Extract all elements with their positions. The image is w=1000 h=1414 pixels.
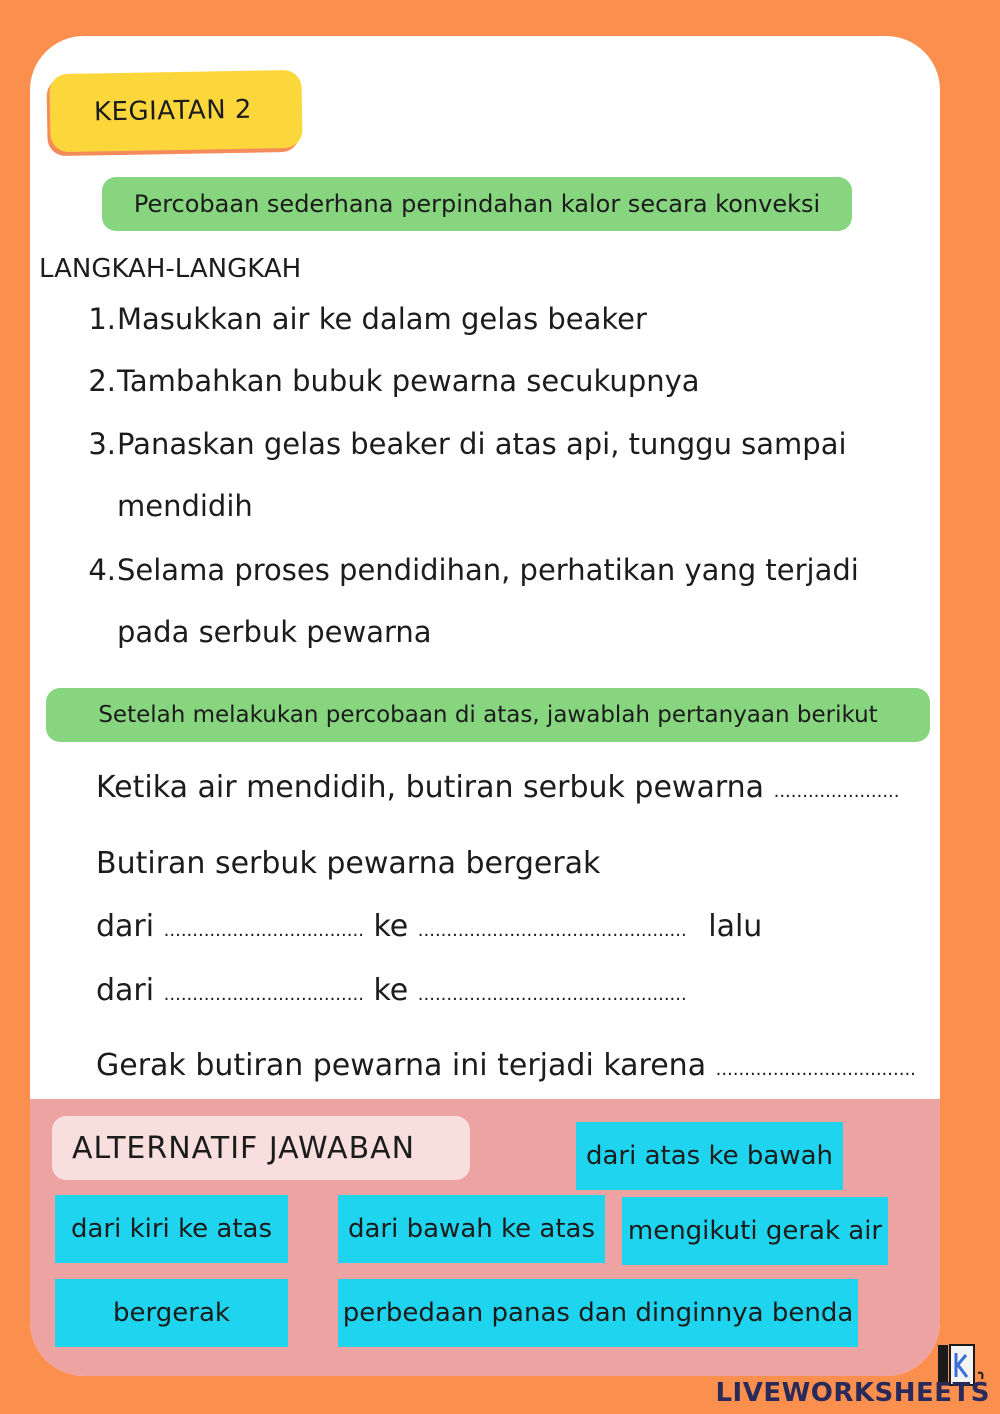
question-3 xyxy=(96,1048,916,1083)
answer-blank[interactable]: ................................... xyxy=(715,1059,916,1080)
answer-options-area xyxy=(30,1099,940,1376)
step-text-continued: pada serbuk pewarna xyxy=(117,615,432,649)
step-text: Masukkan air ke dalam gelas beaker xyxy=(117,302,647,336)
experiment-banner-text: Percobaan sederhana perpindahan kalor secara konveksi xyxy=(133,190,821,218)
ke-label: ke xyxy=(373,973,409,1008)
step-number: 1. xyxy=(88,302,116,336)
answer-chip[interactable]: bergerak xyxy=(55,1279,288,1347)
questions-banner xyxy=(46,688,930,742)
answer-blank[interactable]: ...................... xyxy=(773,781,900,802)
dari-label: dari xyxy=(96,973,155,1008)
question-1-text: Ketika air mendidih, butiran serbuk pewarna xyxy=(96,770,765,805)
answer-options-title-text: ALTERNATIF JAWABAN xyxy=(72,1130,416,1166)
answer-chip[interactable]: dari kiri ke atas xyxy=(55,1195,288,1263)
answer-blank[interactable]: ................................... xyxy=(163,984,364,1005)
activity-title-tag xyxy=(49,70,302,152)
questions-banner-text: Setelah melakukan percobaan di atas, jawablah pertanyaan berikut xyxy=(98,702,878,728)
answer-blank[interactable]: ............................................... xyxy=(417,984,687,1005)
activity-title: KEGIATAN 2 xyxy=(93,94,253,128)
answer-chip[interactable]: mengikuti gerak air xyxy=(622,1197,888,1265)
worksheet-sheet xyxy=(30,36,940,1376)
step-text: Panaskan gelas beaker di atas api, tunggu sampai xyxy=(117,427,847,461)
dari-label: dari xyxy=(96,909,155,944)
question-1 xyxy=(96,770,900,805)
step-text: Tambahkan bubuk pewarna secukupnya xyxy=(117,364,700,398)
question-3-text: Gerak butiran pewarna ini terjadi karena xyxy=(96,1048,707,1083)
step-number: 3. xyxy=(88,427,116,461)
question-2-text: Butiran serbuk pewarna bergerak xyxy=(96,846,601,881)
steps-heading: LANGKAH-LANGKAH xyxy=(39,254,302,284)
experiment-banner xyxy=(102,177,852,231)
answer-options-title xyxy=(52,1116,470,1180)
liveworksheets-brand: LIVEWORKSHEETS xyxy=(715,1378,990,1408)
question-2-line-2 xyxy=(96,973,687,1008)
answer-chip[interactable]: dari atas ke bawah xyxy=(576,1122,843,1190)
step-number: 2. xyxy=(88,364,116,398)
question-2-line-1 xyxy=(96,909,762,944)
answer-chip[interactable]: dari bawah ke atas xyxy=(338,1195,605,1263)
step-text-continued: mendidih xyxy=(117,489,253,523)
answer-blank[interactable]: ............................................... xyxy=(417,920,687,941)
answer-chip[interactable]: perbedaan panas dan dinginnya benda xyxy=(338,1279,858,1347)
ke-label: ke xyxy=(373,909,409,944)
step-number: 4. xyxy=(88,553,116,587)
step-text: Selama proses pendidihan, perhatikan yang terjadi xyxy=(117,553,859,587)
lalu-label: lalu xyxy=(708,909,763,944)
answer-blank[interactable]: ................................... xyxy=(163,920,364,941)
